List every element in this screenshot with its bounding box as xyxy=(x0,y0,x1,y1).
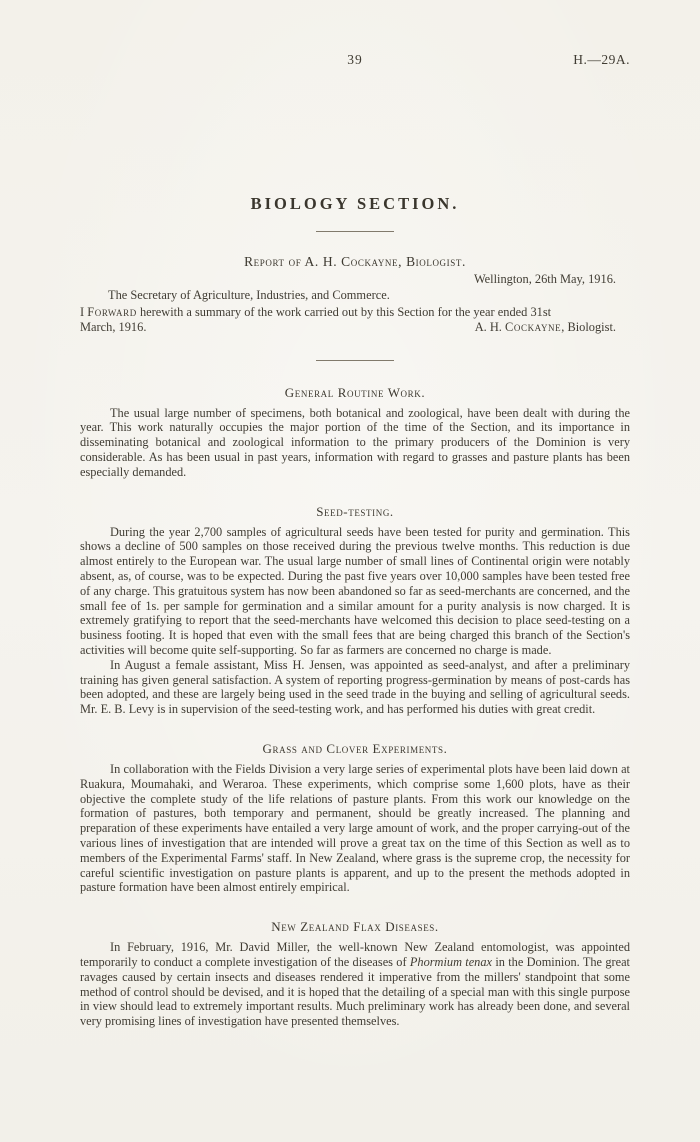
salutation-rest: herewith a summary of the work carried out by this Section for the year ended 31st xyxy=(136,305,552,319)
section-seed-testing xyxy=(80,504,630,717)
paragraph: The usual large number of specimens, both botanical and zoological, have been dealt with during the year. This work naturally occupies the major portion of the time of the Section, and its importance in disseminating botanical and zoological information to the primary producers of the Dominion is very considerable. As has been usual in past years, information with regard to grasses and pasture plants has been especially demanded. xyxy=(80,405,630,479)
salutation-forward: Forward xyxy=(87,305,137,319)
paragraph: In collaboration with the Fields Division a very large series of experimental plots have been laid down at Ruakura, Moumahaki, and Weraroa. These experiments, which comprise some 1,600 plots, have as their objective the complete study of the life relations of pasture plants. From this work our knowledge on the formation of pastures, both temporary and permanent, should be greatly increased. The planning and preparation of these experiments have entailed a very large amount of work, and the proper carrying-out of the various lines of investigation that are intended will prove a great tax on the time of this Section as well as to members of the Experimental Farms' staff. In New Zealand, where grass is the supreme crop, the necessity for careful scientific investigation on pasture plants is apparent, and up to the present the methods adopted in pasture formation have been almost entirely empirical. xyxy=(80,761,630,895)
signature-prefix: A. H. xyxy=(474,319,505,334)
signature-suffix: , Biologist. xyxy=(561,319,616,334)
paragraph: In August a female assistant, Miss H. Jensen, was appointed as seed-analyst, and after a preliminary training has given general satisfaction. A system of reporting progress-germination by means of post-cards has been adopted, and these are largely being used in the seed trade in the buying and selling of agricultural seeds. Mr. E. B. Levy is in supervision of the seed-testing work, and has performed his duties with great credit. xyxy=(80,657,630,717)
page-header xyxy=(80,52,630,70)
signature xyxy=(475,320,616,335)
section-heading-flax-diseases: New Zealand Flax Diseases. xyxy=(271,919,439,935)
divider-rule-top xyxy=(316,231,394,232)
report-heading: Report of A. H. Cockayne, Biologist. xyxy=(244,254,466,269)
signature-row xyxy=(80,320,630,335)
page-number: 39 xyxy=(347,52,363,67)
phormium-tenax-italic: Phormium tenax xyxy=(409,954,493,969)
section-new-zealand-flax-diseases xyxy=(80,919,630,1029)
addressee-line: The Secretary of Agriculture, Industries, and Commerce. xyxy=(108,288,390,302)
section-grass-and-clover-experiments xyxy=(80,741,630,895)
flax-paragraph-after: in the Dominion. The great ravages caused by certain insects and diseases rendered it imperative from the millers' standpoint that some method of control should be devised, and it is hoped that the detailing of a special man with this single purpose in view should lead to extremely important results. Much preliminary work has already been done, and several very promising lines of investigation have presented themselves. xyxy=(80,954,630,1029)
salutation-prefix: I xyxy=(80,305,88,319)
dateline: Wellington, 26th May, 1916. xyxy=(473,272,616,286)
body-continuation: March, 1916. xyxy=(80,319,147,334)
biology-section-title: BIOLOGY SECTION. xyxy=(250,194,460,213)
section-heading-general-routine-work: General Routine Work. xyxy=(284,384,426,400)
paragraph: During the year 2,700 samples of agricultural seeds have been tested for purity and germination. This shows a decline of 500 samples on those received during the previous twelve months. This reduction is due almost entirely to the European war. The usual large number of small lines of Continental origin were notably absent, as, of course, was to be expected. During the past five years over 10,000 samples have been tested free of any charge. This gratuitous system has now been abandoned so far as seed-merchants are concerned, and the small fee of 1s. per sample for germination and a similar amount for a purity analysis is now charged. It is extremely gratifying to report that the seed-merchants have welcomed this decision to place seed-testing on a business footing. It is hoped that even with the small fees that are being charged this branch of the Section's activities will become quite self-supporting. So far as farmers are concerned no charge is made. xyxy=(80,524,630,657)
report-body-line xyxy=(80,305,630,320)
section-general-routine-work xyxy=(80,385,630,480)
flax-paragraph-before: In February, 1916, Mr. David Miller, the well-known New Zealand entomologist, was appointed temporarily to conduct a complete investigation of the diseases of xyxy=(80,940,630,969)
divider-rule-middle xyxy=(316,360,394,361)
doc-reference: H.—29A. xyxy=(573,52,630,67)
section-heading-seed-testing: Seed-testing. xyxy=(316,503,394,519)
paragraph xyxy=(80,940,630,1029)
section-heading-grass-and-clover: Grass and Clover Experiments. xyxy=(262,740,448,756)
signature-name: Cockayne xyxy=(505,319,562,334)
